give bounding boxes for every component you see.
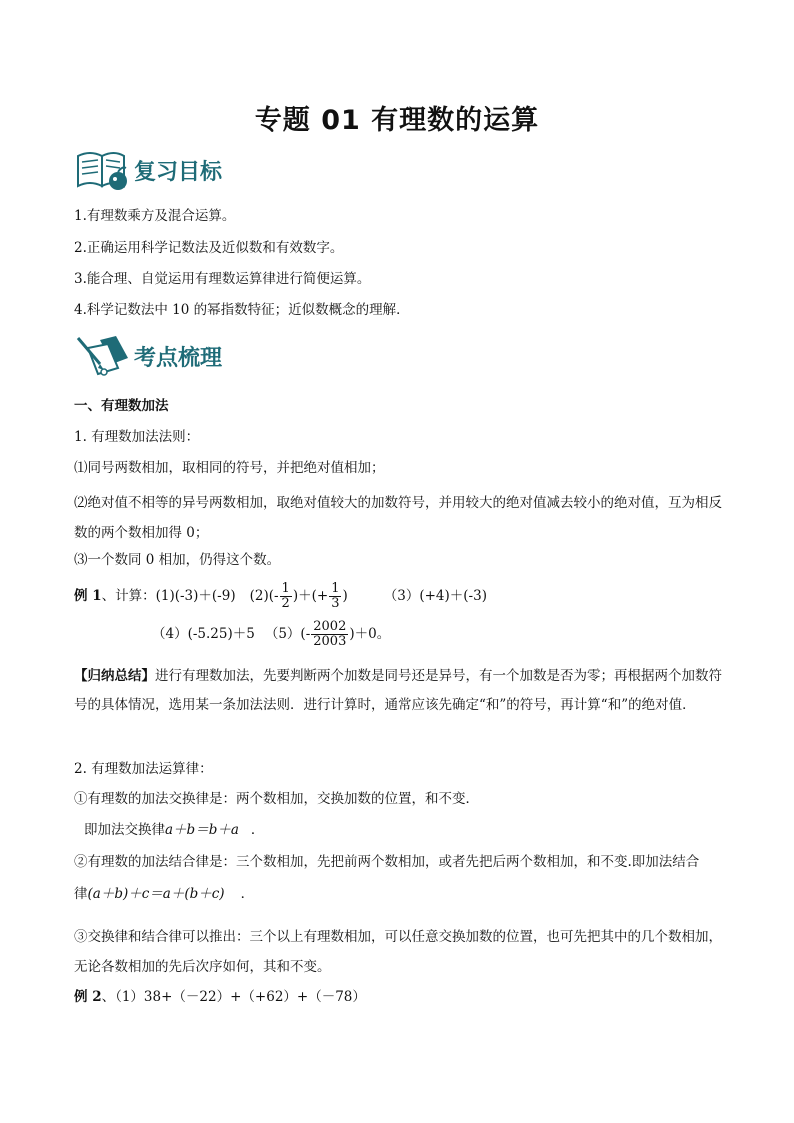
associative-law: ②有理数的加法结合律是：三个数相加，先把前两个数相加，或者先把后两个数相加，和不变.即加法结合 [74,854,700,870]
fraction-numerator: 1 [331,580,340,596]
open-book-icon [74,148,130,192]
addition-rule-title: 1. 有理数加法法则： [74,429,200,445]
fraction-one-third [329,582,341,611]
fraction-denominator: 2003 [313,633,347,649]
summary-label: 【归纳总结】 [74,668,155,684]
key-points-banner [74,334,222,378]
example-1-prefix: 、计算： [101,588,156,604]
review-objectives-heading: 复习目标 [134,158,223,185]
associative-formula-line [74,884,254,904]
objective-2: 2.正确运用科学记数法及近似数和有效数字。 [74,240,344,256]
associative-formula-post: ． [240,886,255,902]
summary-paragraph [74,662,722,720]
objective-3: 3.能合理、自觉运用有理数运算律进行简便运算。 [74,271,371,287]
objective-1: 1.有理数乘方及混合运算。 [74,208,236,224]
example-2-label: 例 2 [74,989,102,1005]
example-1-label: 例 1 [74,588,102,604]
example-1-part-2-pre: (2)(- [249,587,279,604]
combined-law: ③交换律和结合律可以推出：三个以上有理数相加，可以任意交换加数的位置，也可先把其中的几个数相加，无论各数相加的先后次序如何，其和不变。 [74,929,722,975]
summary-text: 进行有理数加法，先要判断两个加数是同号还是异号，有一个加数是否为零；再根据两个加数符号的具体情况，选用某一条加法法则．进行计算时，通常应该先确定“和”的符号，再计算“和”的绝对值． [74,668,722,713]
associative-formula-prefix: 律 [74,886,88,902]
example-1-part-5-post: )＋0。 [349,625,391,642]
example-1-part-2-post: ) [342,587,348,604]
key-points-heading: 考点梳理 [134,344,223,371]
example-1-part-5-pre: （5）(- [264,625,311,642]
commutative-formula: a＋b＝b＋a [165,822,239,838]
example-1-part-3: （3）(+4)＋(-3) [383,588,487,604]
example-2-text: 、（1）38+（－22）+（+62）+（－78） [101,989,366,1005]
commutative-law: ①有理数的加法交换律是：两个数相加，交换加数的位置，和不变． [74,791,479,807]
addition-law-title: 2. 有理数加法运算律： [74,761,213,777]
example-1-part-5 [265,620,390,649]
rule-3: ⑶一个数同 0 相加，仍得这个数。 [74,552,281,568]
commutative-formula-post: ． [250,822,265,838]
fraction-numerator: 2002 [313,618,347,634]
commutative-formula-prefix: 即加法交换律 [84,822,165,838]
example-1-part-4: （4）(-5.25)＋5 [152,626,255,642]
rule-1: ⑴同号两数相加，取相同的符号，并把绝对值相加； [74,460,385,476]
review-objectives-banner [74,148,222,192]
example-1-part-2-mid: )＋(+ [292,587,329,604]
fraction-denominator: 2 [281,595,290,611]
example-1-part-2 [250,582,348,611]
fraction-2002-2003 [311,620,348,649]
fraction-numerator: 1 [281,580,290,596]
example-1-line-2 [152,618,390,650]
rule-2: ⑵绝对值不相等的异号两数相加，取绝对值较大的加数符号，并用较大的绝对值减去较小的绝对值，互为相反数的两个数相加得 0； [74,495,722,541]
associative-formula: (a＋b)＋c＝a＋(b＋c) [87,886,225,902]
commutative-formula-line [84,820,264,840]
objective-4: 4.科学记数法中 10 的幂指数特征；近似数概念的理解． [74,302,410,318]
example-1-line-1 [74,580,487,612]
example-1-part-1: (1)(-3)＋(-9) [155,588,236,604]
fraction-denominator: 3 [331,595,340,611]
example-2-line [74,987,366,1007]
section-heading-addition: 一、有理数加法 [74,398,169,414]
page-title: 专题 01 有理数的运算 [254,105,540,136]
pen-book-icon [74,334,130,378]
fraction-one-half [280,582,292,611]
